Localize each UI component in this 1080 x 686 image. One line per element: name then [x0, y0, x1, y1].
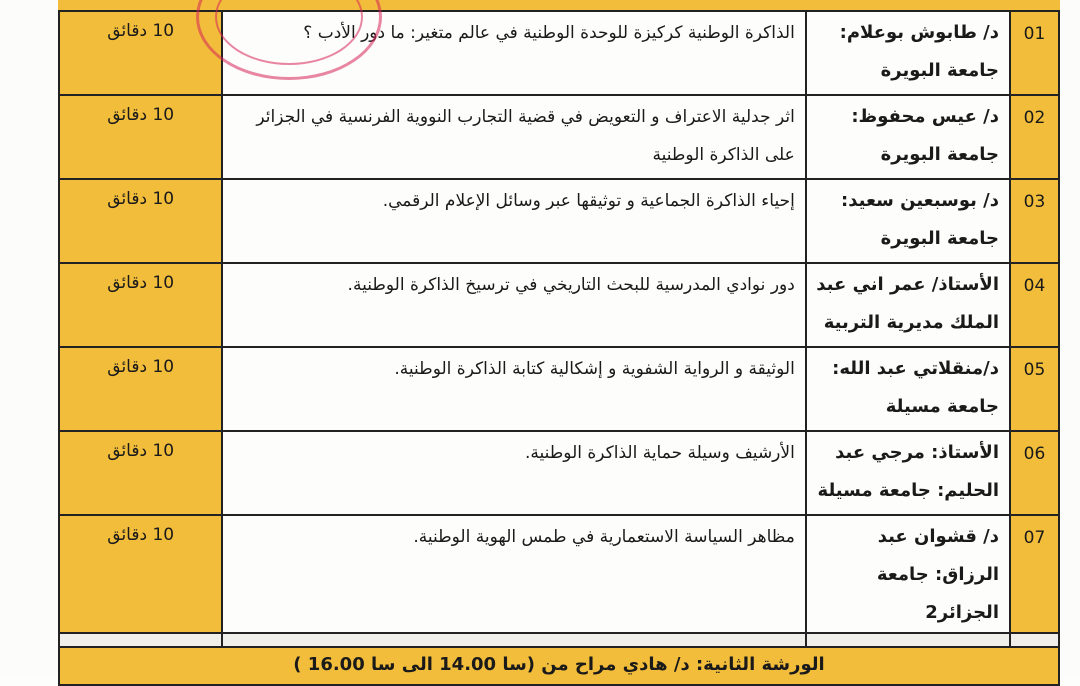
row-number: 05 — [1010, 347, 1059, 431]
row-number: 07 — [1010, 515, 1059, 633]
row-number: 03 — [1010, 179, 1059, 263]
talk-duration: 10 دقائق — [59, 11, 222, 95]
row-number: 02 — [1010, 95, 1059, 179]
program-table — [58, 10, 1060, 686]
talk-title: الذاكرة الوطنية كركيزة للوحدة الوطنية في عالم متغير: ما دور الأدب ؟ — [222, 11, 805, 95]
talk-title: الوثيقة و الرواية الشفوية و إشكالية كتابة الذاكرة الوطنية. — [222, 347, 805, 431]
table-row — [59, 347, 1059, 431]
speaker-name: الأستاذ/ عمر اني عبد الملك مديرية التربية — [806, 263, 1010, 347]
speaker-name: الأستاذ: مرجي عبد الحليم: جامعة مسيلة — [806, 431, 1010, 515]
talk-title: مظاهر السياسة الاستعمارية في طمس الهوية الوطنية. — [222, 515, 805, 633]
talk-title: الأرشيف وسيلة حماية الذاكرة الوطنية. — [222, 431, 805, 515]
speaker-name: د/ عيس محفوظ: جامعة البويرة — [806, 95, 1010, 179]
table-row — [59, 179, 1059, 263]
speaker-name: د/منقلاتي عبد الله: جامعة مسيلة — [806, 347, 1010, 431]
talk-title: إحياء الذاكرة الجماعية و توثيقها عبر وسائل الإعلام الرقمي. — [222, 179, 805, 263]
talk-duration: 10 دقائق — [59, 179, 222, 263]
speaker-name: د/ قشوان عبد الرزاق: جامعة الجزائر2 — [806, 515, 1010, 633]
talk-duration: 10 دقائق — [59, 347, 222, 431]
row-number: 06 — [1010, 431, 1059, 515]
talk-title: اثر جدلية الاعتراف و التعويض في قضية التجارب النووية الفرنسية في الجزائر على الذاكرة الوطنية — [222, 95, 805, 179]
talk-duration: 10 دقائق — [59, 263, 222, 347]
workshop-heading: الورشة الثانية: د/ هادي مراح من (سا 14.00 الى سا 16.00 ) — [58, 646, 1060, 686]
table-row — [59, 11, 1059, 95]
talk-duration: 10 دقائق — [59, 515, 222, 633]
row-number: 01 — [1010, 11, 1059, 95]
talk-duration: 10 دقائق — [59, 431, 222, 515]
talk-duration: 10 دقائق — [59, 95, 222, 179]
talk-title: دور نوادي المدرسية للبحث التاريخي في ترسيخ الذاكرة الوطنية. — [222, 263, 805, 347]
table-row — [59, 263, 1059, 347]
table-row — [59, 431, 1059, 515]
speaker-name: د/ بوسبعين سعيد: جامعة البويرة — [806, 179, 1010, 263]
table-row — [59, 515, 1059, 633]
row-number: 04 — [1010, 263, 1059, 347]
speaker-name: د/ طابوش بوعلام: جامعة البويرة — [806, 11, 1010, 95]
table-row — [59, 95, 1059, 179]
